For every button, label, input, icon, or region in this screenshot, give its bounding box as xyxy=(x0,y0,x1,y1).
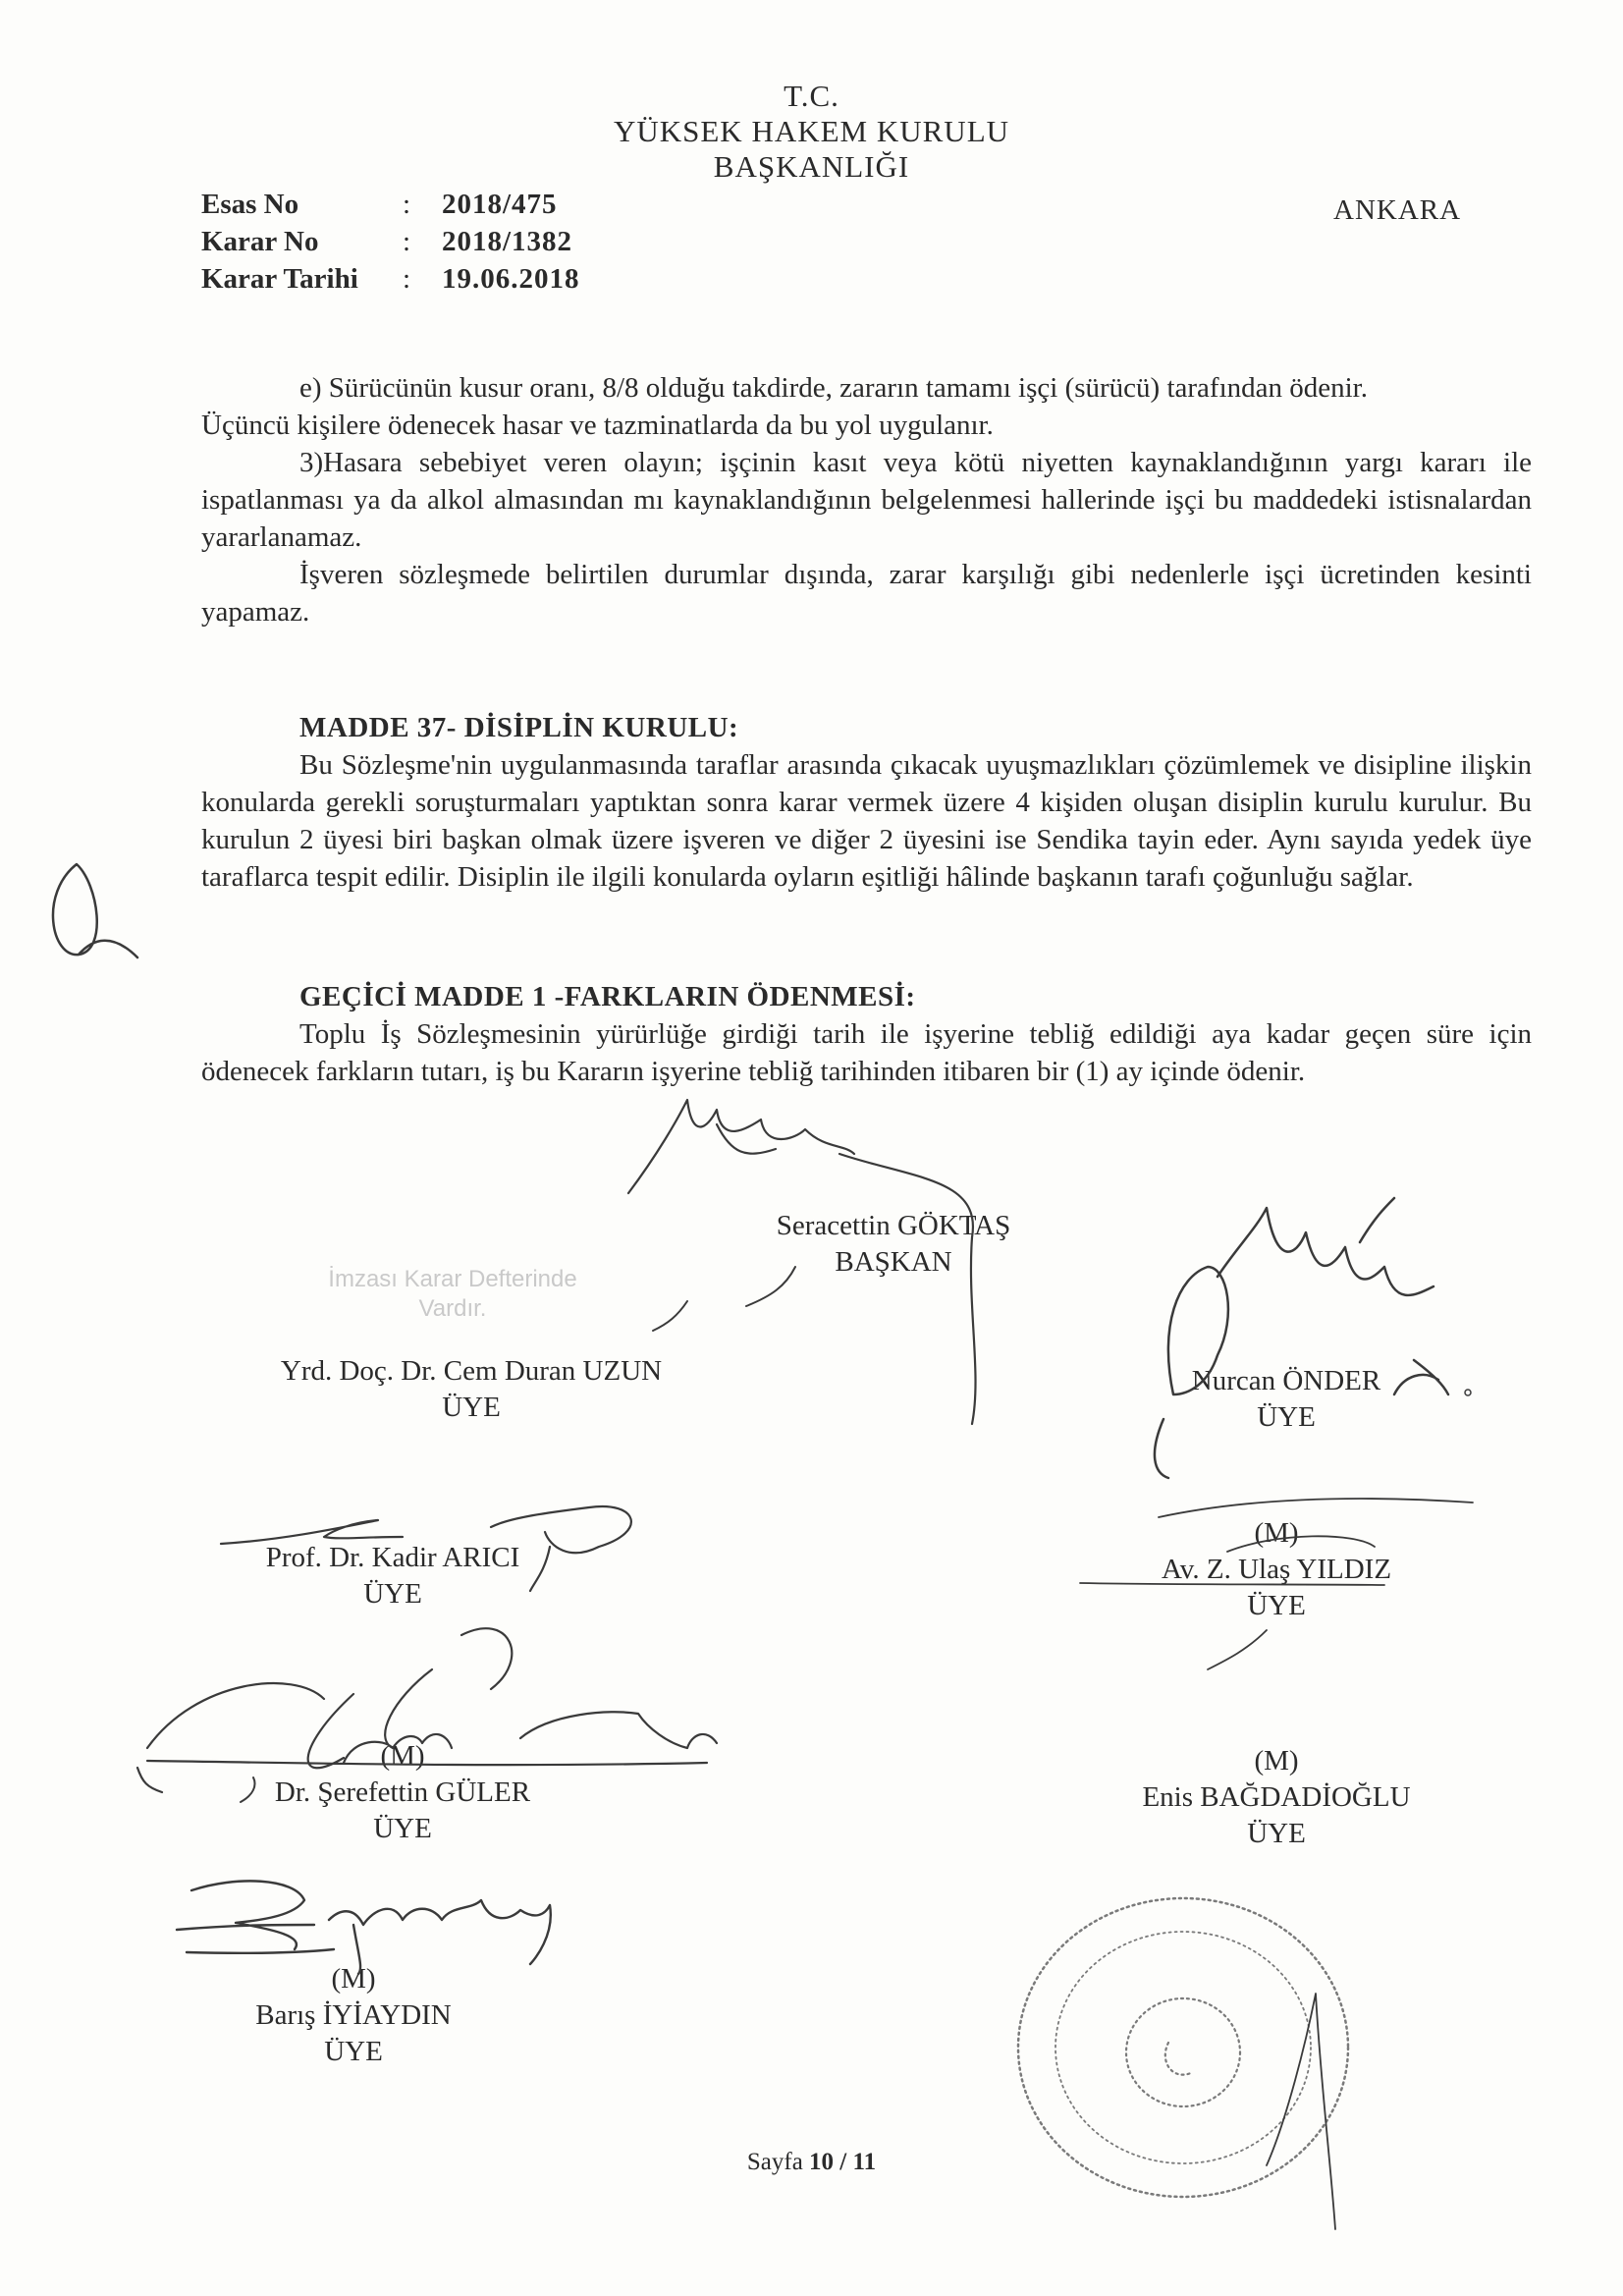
paragraph-employer-deduction: İşveren sözleşmede belirtilen durumlar dışında, zarar karşılığı gibi nedenlerle işçi ücretinden kesinti yapamaz. xyxy=(201,559,1532,628)
signatory-role: ÜYE xyxy=(363,1578,422,1610)
meta-karar-no xyxy=(201,222,572,261)
meta-value: 2018/1382 xyxy=(442,226,573,257)
signatory-iyiaydin xyxy=(157,1961,550,2070)
paragraph-damage-cause: 3)Hasara sebebiyet veren olayın; işçinin kasıt veya kötü niyetten kaynaklandığının yargı kararı ile ispatlanması ya da alkol almasından mı kaynaklandığının belgelenmesi hallerinde işçi bu maddedeki istisnalardan yararlanamaz. xyxy=(201,447,1532,553)
meta-label: Karar No xyxy=(201,226,319,257)
signatory-bagdadioglu xyxy=(1080,1743,1473,1852)
signatory-mark: (M) xyxy=(1254,1745,1299,1777)
paragraph-discipline-board: Bu Sözleşme'nin uygulanmasında taraflar arasında çıkacak uyuşmazlıkları çözümlemek ve disipline ilişkin konularda gerekli soruşturmaları yaptıktan sonra karar vermek üzere 4 kişiden oluşan disiplin kurulu kurulur. Bu kurulun 2 üyesi biri başkan olmak üzere işveren ve diğer 2 üyesini ise Sendika tayin eder. Aynı sayıda yedek üye taraflarca tespit edilir. Disiplin ile ilgili konularda oyların eşitliği hâlinde başkanın tarafı çoğunluğu sağlar. xyxy=(201,749,1532,893)
header-city: ANKARA xyxy=(1333,194,1462,226)
signatory-baskan xyxy=(687,1208,1100,1281)
signatory-role: ÜYE xyxy=(1247,1590,1306,1621)
signatory-uzun xyxy=(226,1353,717,1426)
paragraph-third-parties: Üçüncü kişilere ödenecek hasar ve tazminatlarda da bu yol uygulanır. xyxy=(201,410,994,441)
signatory-yildiz xyxy=(1080,1515,1473,1624)
signatory-mark: (M) xyxy=(331,1963,376,1995)
signatory-arici xyxy=(196,1540,589,1613)
meta-karar-tarihi xyxy=(201,259,580,299)
body-section-2 xyxy=(201,709,1532,896)
signatory-name: Seracettin GÖKTAŞ xyxy=(776,1210,1011,1241)
faded-note-line: İmzası Karar Defterinde xyxy=(328,1266,577,1292)
faded-note-line: Vardır. xyxy=(418,1295,487,1322)
page-number-prefix: Sayfa xyxy=(746,2149,810,2175)
meta-label: Esas No xyxy=(201,189,299,220)
signatory-role: ÜYE xyxy=(1247,1818,1306,1849)
faded-note xyxy=(291,1265,615,1324)
signatory-role: ÜYE xyxy=(373,1813,432,1844)
signatory-role: ÜYE xyxy=(1257,1401,1316,1433)
body-section-1 xyxy=(201,369,1532,630)
seal-crossing-stroke xyxy=(1267,1994,1335,2229)
signatory-name: Nurcan ÖNDER xyxy=(1191,1365,1381,1396)
signatory-name: Av. Z. Ulaş YILDIZ xyxy=(1161,1554,1392,1585)
meta-esas-no xyxy=(201,185,558,224)
onder-signature xyxy=(1155,1198,1448,1478)
meta-value: 19.06.2018 xyxy=(442,263,580,295)
paragraph-driver-fault: e) Sürücünün kusur oranı, 8/8 olduğu takdirde, zararın tamamı işçi (sürücü) tarafından ödenir. xyxy=(299,372,1368,404)
paragraph-payment-differences: Toplu İş Sözleşmesinin yürürlüğe girdiği tarih ile işyerine tebliğ edildiği aya kadar geçen süre için ödenecek farkların tutarı, iş bu Kararın işyerine tebliğ tarihinden itibaren bir (1) ay içinde ödenir. xyxy=(201,1018,1532,1087)
signatory-role: BAŞKAN xyxy=(835,1246,952,1278)
signatory-name: Barış İYİAYDIN xyxy=(255,1999,452,2031)
header-presidency: BAŞKANLIĞI xyxy=(713,149,910,184)
signatory-name: Prof. Dr. Kadir ARICI xyxy=(265,1542,520,1573)
page-number-value: 10 / 11 xyxy=(809,2149,877,2175)
uzun-tick-mark xyxy=(653,1301,687,1331)
signatory-mark: (M) xyxy=(380,1740,425,1772)
margin-initial-mark xyxy=(53,864,137,957)
signatory-guler xyxy=(196,1738,609,1847)
meta-value: 2018/475 xyxy=(442,189,558,220)
meta-colon: : xyxy=(403,226,411,257)
signatory-name: Dr. Şerefettin GÜLER xyxy=(274,1777,531,1808)
signatory-name: Yrd. Doç. Dr. Cem Duran UZUN xyxy=(280,1355,663,1387)
meta-label: Karar Tarihi xyxy=(201,263,358,295)
signatory-name: Enis BAĞDADİOĞLU xyxy=(1142,1781,1411,1813)
signatory-onder xyxy=(1090,1363,1483,1436)
signatory-mark: (M) xyxy=(1254,1517,1299,1549)
meta-colon: : xyxy=(403,189,411,220)
meta-colon: : xyxy=(403,263,411,295)
body-section-3 xyxy=(201,978,1532,1090)
header-tc: T.C. xyxy=(784,79,839,113)
signatory-role: ÜYE xyxy=(324,2036,383,2067)
heading-madde-37: MADDE 37- DİSİPLİN KURULU: xyxy=(299,712,739,743)
signatory-role: ÜYE xyxy=(442,1392,501,1423)
header-institution: YÜKSEK HAKEM KURULU xyxy=(613,114,1010,148)
iyiaydin-signature xyxy=(177,1881,551,1974)
heading-gecici-madde-1: GEÇİCİ MADDE 1 -FARKLARIN ÖDENMESİ: xyxy=(299,981,916,1012)
page-number xyxy=(0,2149,1623,2176)
